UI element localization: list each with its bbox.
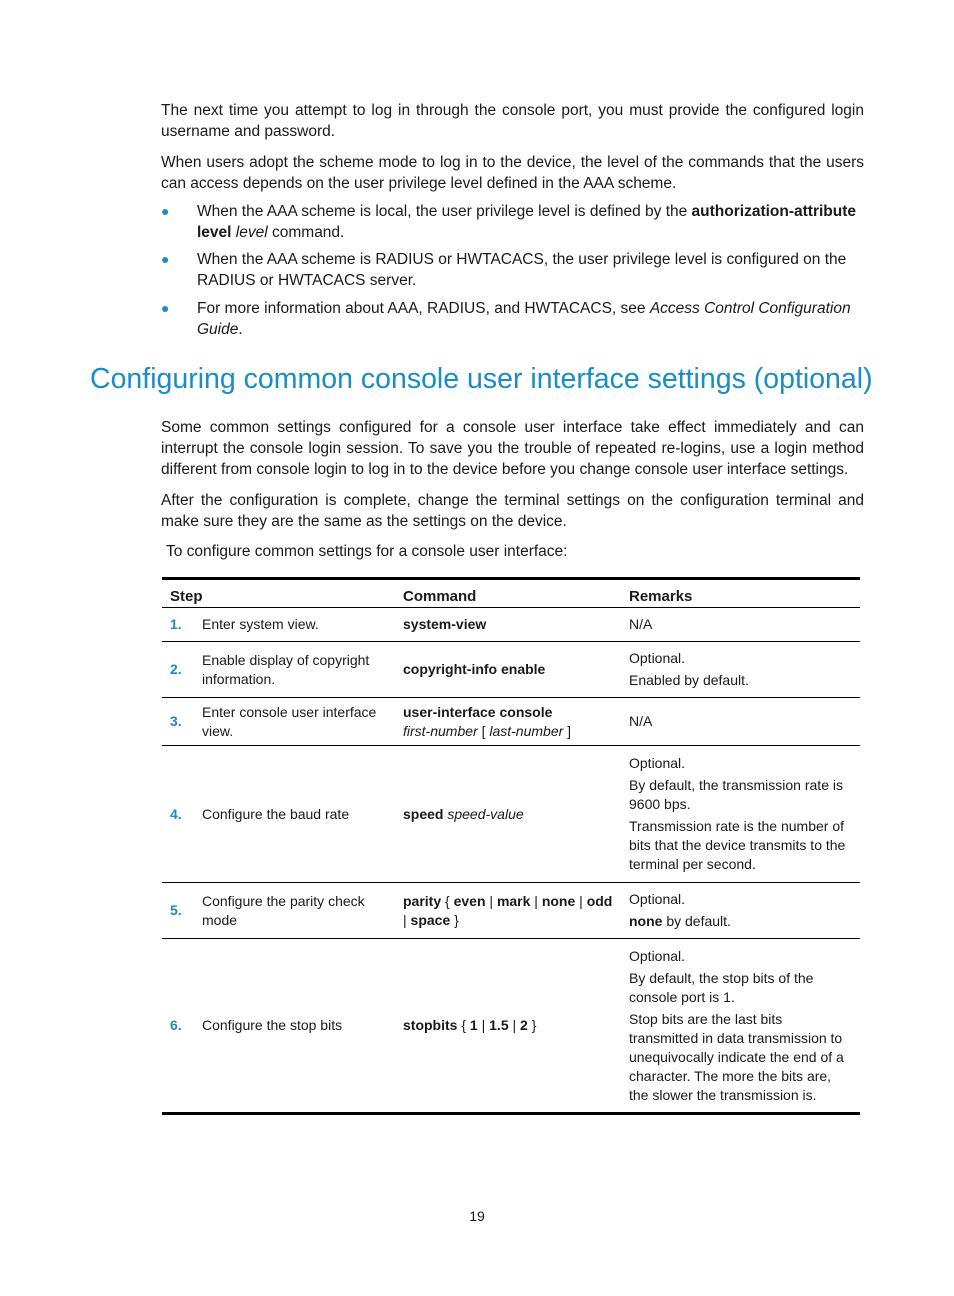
bullet-dot-icon: ● [161,203,170,219]
step-remarks: N/A [621,698,860,746]
step-command: speed speed-value [395,746,621,883]
step-remarks: Optional. none by default. [621,883,860,939]
step-command: stopbits { 1 | 1.5 | 2 } [395,939,621,1114]
step-description: Enter console user interface view. [194,698,395,746]
step-description: Configure the baud rate [194,746,395,883]
header-command: Command [395,579,621,608]
step-description: Configure the stop bits [194,939,395,1114]
step-command: user-interface console first-number [ last-number ] [395,698,621,746]
header-remarks: Remarks [621,579,860,608]
header-step: Step [162,579,395,608]
page-number: 19 [469,1208,485,1224]
configuration-table [162,577,860,1115]
step-number: 5. [162,883,194,939]
step-number: 3. [162,698,194,746]
section-heading: Configuring common console user interface settings (optional) [90,363,873,395]
step-description: Configure the parity check mode [194,883,395,939]
step-command: copyright-info enable [395,642,621,698]
bullet-item-local: ● When the AAA scheme is local, the user privilege level is defined by the authorization-attribute level level command. [161,203,857,241]
step-remarks: Optional. By default, the stop bits of the console port is 1. Stop bits are the last bits transmitted in data transmission to unequivocally indicate the end of a character. The more the bits are, the slower the transmission is. [621,939,860,1114]
section-paragraph-terminal: After the configuration is complete, change the terminal settings on the configuration terminal and make sure they are the same as the settings on the device. [161,492,864,530]
table-header-row [162,579,860,608]
step-description: Enter system view. [194,608,395,642]
section-paragraph-interrupt: Some common settings configured for a console user interface take effect immediately and can interrupt the console login session. To save you the trouble of repeated re-logins, use a login method different from console login to log in to the device before you change console user interface settings. [161,419,864,478]
step-command: system-view [395,608,621,642]
step-number: 1. [162,608,194,642]
table-intro: To configure common settings for a console user interface: [166,543,568,560]
bullet-item-radius: ● When the AAA scheme is RADIUS or HWTACACS, the user privilege level is configured on the RADIUS or HWTACACS server. [161,251,847,289]
guide-reference: Access Control Configuration Guide [197,300,851,338]
step-number: 2. [162,642,194,698]
table-row [162,608,860,642]
intro-paragraph-login: The next time you attempt to log in through the console port, you must provide the configured login username and password. [161,102,864,140]
step-remarks: Optional. By default, the transmission rate is 9600 bps. Transmission rate is the number of bits that the device transmits to the terminal per second. [621,746,860,883]
bullet-dot-icon: ● [161,300,170,316]
command-argument: level [235,224,268,241]
step-number: 6. [162,939,194,1114]
step-remarks: N/A [621,608,860,642]
table-row [162,746,860,883]
step-command: parity { even | mark | none | odd | space } [395,883,621,939]
table-row [162,939,860,1114]
step-description: Enable display of copyright information. [194,642,395,698]
bullet-item-more-info: ● For more information about AAA, RADIUS, and HWTACACS, see Access Control Configuration Guide. [161,300,851,338]
bullet-dot-icon: ● [161,251,170,267]
intro-paragraph-scheme: When users adopt the scheme mode to log in to the device, the level of the commands that the users can access depends on the user privilege level defined in the AAA scheme. [161,154,864,192]
table-row [162,642,860,698]
step-remarks: Optional. Enabled by default. [621,642,860,698]
table-row [162,698,860,746]
step-number: 4. [162,746,194,883]
command-name: authorization-attribute level [197,203,857,241]
table-row [162,883,860,939]
